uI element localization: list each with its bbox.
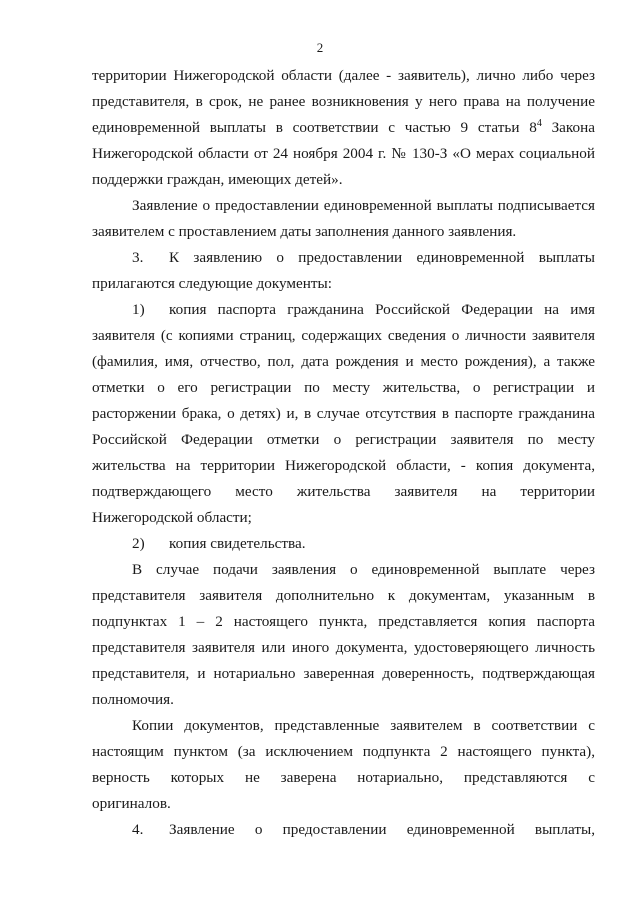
item-number: 4. xyxy=(132,821,144,838)
text-fragment: К заявлению о предоставлении единовременной выплаты xyxy=(169,249,595,266)
text-line: настоящим пунктом (за исключением подпункта 2 настоящего пункта), xyxy=(92,743,595,760)
item-number: 3. xyxy=(132,249,144,266)
text-line: Нижегородской области; xyxy=(92,509,252,526)
text-line: представителя, и нотариально заверенная доверенность, подтверждающая xyxy=(92,665,595,682)
text-line: В случае подачи заявления о единовременной выплате через xyxy=(132,561,595,578)
text-line xyxy=(92,115,595,141)
text-line: (фамилия, имя, отчество, пол, дата рождения и место рождения), а также xyxy=(92,353,595,370)
text-line: представителя заявителя или иного документа, удостоверяющего личность xyxy=(92,639,595,656)
text-line: заявителя (с копиями страниц, содержащих сведения о личности заявителя xyxy=(92,327,595,344)
text-line: представителя, в срок, не ранее возникновения у него права на получение xyxy=(92,93,595,110)
text-line: верность которых не заверена нотариально, представляются с xyxy=(92,769,595,786)
text-line: подтверждающего место жительства заявителя на территории xyxy=(92,483,595,500)
text-fragment: единовременной выплаты в соответствии с частью 9 статьи 8 xyxy=(92,119,537,136)
text-fragment: Заявление о предоставлении единовременной выплаты, xyxy=(169,821,595,838)
text-fragment: копия свидетельства. xyxy=(169,535,306,552)
numbered-line xyxy=(132,297,595,323)
text-line: подпунктах 1 – 2 настоящего пункта, представляется копия паспорта xyxy=(92,613,595,630)
numbered-line xyxy=(132,531,595,557)
numbered-line xyxy=(132,245,595,271)
text-line: Заявление о предоставлении единовременной выплаты подписывается xyxy=(132,197,595,214)
text-line: представителя заявителя дополнительно к документам, указанным в xyxy=(92,587,595,604)
text-line: заявителем с проставлением даты заполнения данного заявления. xyxy=(92,223,517,240)
text-line: территории Нижегородской области (далее - заявитель), лично либо через xyxy=(92,67,595,84)
text-line: отметки о его регистрации по месту жительства, о регистрации и xyxy=(92,379,595,396)
numbered-line xyxy=(132,817,595,843)
text-line: прилагаются следующие документы: xyxy=(92,275,332,292)
text-line: Российской Федерации отметки о регистрации заявителя по месту xyxy=(92,431,595,448)
text-fragment: Закона xyxy=(551,119,595,136)
superscript: 4 xyxy=(536,117,542,129)
text-line: Копии документов, представленные заявителем в соответствии с xyxy=(132,717,595,734)
text-line: расторжении брака, о детях) и, в случае отсутствия в паспорте гражданина xyxy=(92,405,595,422)
text-line: жительства на территории Нижегородской области, - копия документа, xyxy=(92,457,595,474)
text-line: поддержки граждан, имеющих детей». xyxy=(92,171,343,188)
text-line: Нижегородской области от 24 ноября 2004 г. № 130-З «О мерах социальной xyxy=(92,145,595,162)
text-line: оригиналов. xyxy=(92,795,171,812)
page-number: 2 xyxy=(316,40,324,55)
item-number: 1) xyxy=(132,301,145,318)
item-number: 2) xyxy=(132,535,145,552)
text-line: полномочия. xyxy=(92,691,174,708)
text-fragment: копия паспорта гражданина Российской Федерации на имя xyxy=(169,301,595,318)
